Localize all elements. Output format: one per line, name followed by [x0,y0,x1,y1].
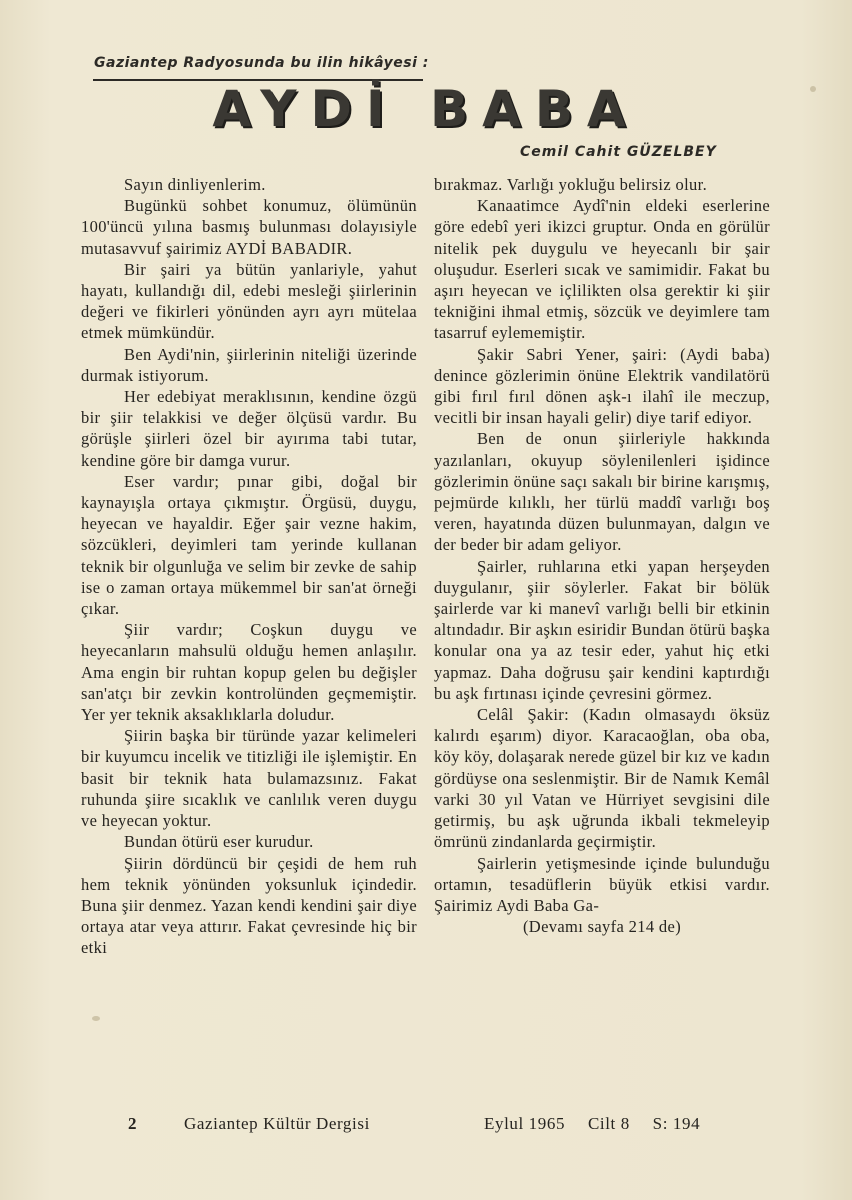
page-number: 2 [128,1114,138,1133]
continued-note: (Devamı sayfa 214 de) [522,917,682,937]
paragraph: Ben Aydi'nin, şiirlerinin niteliği üzerinde durmak istiyorum. [81,344,417,385]
paragraph: Sayın dinliyenlerim. [124,175,266,194]
footer-left [128,1114,428,1134]
paragraph: Şiir vardır; Coşkun duygu ve heyecanların mahsulü olduğu hemen anlaşılır. Ama engin bir ruhtan kopup gelen bu değişler san'atçı bir zevkin kontrolünden geçmemiştir. Yer yer teknik aksaklıklarla doludur. [81,620,417,725]
paragraph-continuation: bırakmaz. Varlığı yokluğu belirsiz olur. [434,175,708,194]
paragraph: Şakir Sabri Yener, şairi: (Aydi baba) denince gözlerimin önüne Elektrik vandilatörü gibi fırıl fırıl dönen aşk-ı ilahî ile meczup, vecitli bir insan hayali gelir) diye tarif ediyor. [434,344,770,428]
issue-number: S: 194 [652,1114,701,1133]
text-column-left [81,174,417,959]
paragraph: Şiirin dördüncü bir çeşidi de hem ruh hem teknik yönünden yoksunluk içindedir. Buna şiir denmez. Yazan kendi kendini şair diye ortaya atar veya attırır. Fakat çevresinde hiç bir etki [81,853,417,958]
paragraph: Şairlerin yetişmesinde içinde bulunduğu ortamın, tesadüflerin büyük etkisi vardır. Şairimiz Aydi Baba Ga- [434,853,770,915]
paragraph: Bundan ötürü eser kurudur. [124,832,314,852]
volume-number: Cilt 8 [587,1114,630,1133]
paragraph: Şairler, ruhlarına etki yapan herşeyden duygulanır, şiir söylerler. Fakat bir bölük şairlerde var ki manevî varlığı belli bir etkinin altındadır. Bir aşkın esiridir Bundan ötürü başka konular ona ya az tesir eder, yahut hiç etki yapmaz. Daha doğrusu şair kendini kaptırdığı bu aşk fırtınası içinde çevresini görmez. [434,556,770,703]
journal-name: Gaziantep Kültür Dergisi [183,1114,370,1133]
paragraph: Bir şairi ya bütün yanlariyle, yahut hayatı, kullandığı dil, edebi mesleği şiirlerinin değeri ve fikirleri yönünden ayrı ayrı mütelaa etmek mümkündür. [81,259,417,343]
paragraph: Celâl Şakir: (Kadın olmasaydı öksüz kalırdı eşarım) diyor. Karacaoğlan, oba oba, köy köy, dolaşarak nerede güzel bir kız ve kadın gördüyse ona seslenmiştir. Bir de Namık Kemâl varki 30 yıl Vatan ve Hürriyet sevgisini dile getirmiş, bu aşk uğrunda ikbali tekmeleyip ömrünü zindanlarda geçirmiştir. [434,705,770,852]
paragraph: Kanaatimce Aydî'nin eldeki eserlerine göre edebî yeri ikizci gruptur. Onda en görülür nitelik pek duygulu ve heyecanlı bir şair oluşudur. Eserleri sıcak ve samimidir. Fakat bu aşırı heyecan ve içlilikten olsa gerektir ki şiir tekniğini ihmal etmiş, sözcük ve deyimlere tam tasarruf eylememiştir. [434,196,770,343]
paragraph: Her edebiyat meraklısının, kendine özgü bir şiir telakkisi ve değer ölçüsü vardır. Bu görüşle şiirleri özel bir ayırıma tabi tutar, kendine göre bir damga vurur. [81,387,417,470]
paragraph: Eser vardır; pınar gibi, doğal bir kaynayışla ortaya çıkmıştır. Örgüsü, duygu, heyecan ve hayaldir. Eğer şair vezne hakim, sözcükleri, deyimleri tam yerinde kullanan teknik bir olgunluğa ve selim bir zevke de sahip ise o zaman ortaya mükemmel bir san'at örneği çıkar. [81,471,417,619]
paragraph: Ben de onun şiirleriyle hakkında yazılanları, okuyup söylenilenleri işidince gözlerimin önüne saçı sakalı bir birine karışmış, pejmürde kılıklı, her türlü maddî varlığı boş veren, hayatında düzen bulunmayan, dalgın ve der beder bir adam geliyor. [434,429,770,555]
paragraph: Şiirin başka bir türünde yazar kelimeleri bir kuyumcu incelik ve titizliği ile işlemiştir. En basit bir teknik hata bulamazsınız. Fakat ruhunda şiire sıcaklık ve canlılık veren duygu ve heyecan yoktur. [81,726,417,831]
article-title: AYDİ BABA [212,80,640,138]
section-kicker: Gaziantep Radyosunda bu ilin hikâyesi : [94,55,429,71]
paper-speck [92,1016,100,1021]
text-column-right [434,174,770,937]
footer-right [484,1114,764,1134]
issue-date: Eylul 1965 [484,1114,566,1133]
paragraph: Bugünkü sohbet konumuz, ölümünün 100'üncü yılına basmış bulunması dolayısiyle mutasavvuf şairimiz AYDİ BABADIR. [81,196,417,258]
article-author: Cemil Cahit GÜZELBEY [520,144,717,160]
